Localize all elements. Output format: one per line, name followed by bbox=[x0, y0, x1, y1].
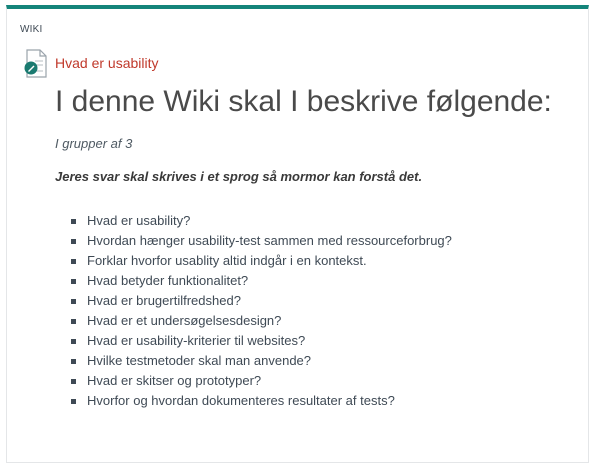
bullet-icon bbox=[71, 239, 76, 244]
question-text: Hvordan hænger usability-test sammen med ressourceforbrug? bbox=[87, 233, 452, 248]
bullet-icon bbox=[71, 319, 76, 324]
question-text: Hvad er brugertilfredshed? bbox=[87, 293, 241, 308]
list-item bbox=[69, 231, 452, 251]
wiki-title-link[interactable]: Hvad er usability bbox=[55, 55, 159, 71]
page-heading: I denne Wiki skal I beskrive følgende: bbox=[55, 85, 552, 118]
bullet-icon bbox=[71, 379, 76, 384]
list-item bbox=[69, 251, 452, 271]
question-text: Hvad er usability-kriterier til websites? bbox=[87, 333, 306, 348]
list-item bbox=[69, 371, 452, 391]
list-item bbox=[69, 391, 452, 411]
bullet-icon bbox=[71, 339, 76, 344]
list-item bbox=[69, 331, 452, 351]
bullet-icon bbox=[71, 359, 76, 364]
question-text: Hvad er usability? bbox=[87, 213, 191, 228]
question-list bbox=[69, 211, 452, 411]
list-item bbox=[69, 211, 452, 231]
wiki-page-icon bbox=[23, 49, 49, 79]
bullet-icon bbox=[71, 399, 76, 404]
bullet-icon bbox=[71, 299, 76, 304]
question-text: Hvorfor og hvordan dokumenteres resultater af tests? bbox=[87, 393, 395, 408]
list-item bbox=[69, 291, 452, 311]
question-text: Hvad betyder funktionalitet? bbox=[87, 273, 249, 288]
list-item bbox=[69, 351, 452, 371]
instruction-text: Jeres svar skal skrives i et sprog så mormor kan forstå det. bbox=[55, 169, 423, 184]
bullet-icon bbox=[71, 279, 76, 284]
list-item bbox=[69, 311, 452, 331]
question-text: Hvad er et undersøgelsesdesign? bbox=[87, 313, 282, 328]
wiki-card bbox=[6, 5, 589, 463]
group-size-note: I grupper af 3 bbox=[55, 136, 133, 151]
question-text: Forklar hvorfor usablity altid indgår i en kontekst. bbox=[87, 253, 367, 268]
section-label: WIKI bbox=[20, 24, 43, 35]
bullet-icon bbox=[71, 219, 76, 224]
list-item bbox=[69, 271, 452, 291]
question-text: Hvilke testmetoder skal man anvende? bbox=[87, 353, 312, 368]
bullet-icon bbox=[71, 259, 76, 264]
question-text: Hvad er skitser og prototyper? bbox=[87, 373, 262, 388]
